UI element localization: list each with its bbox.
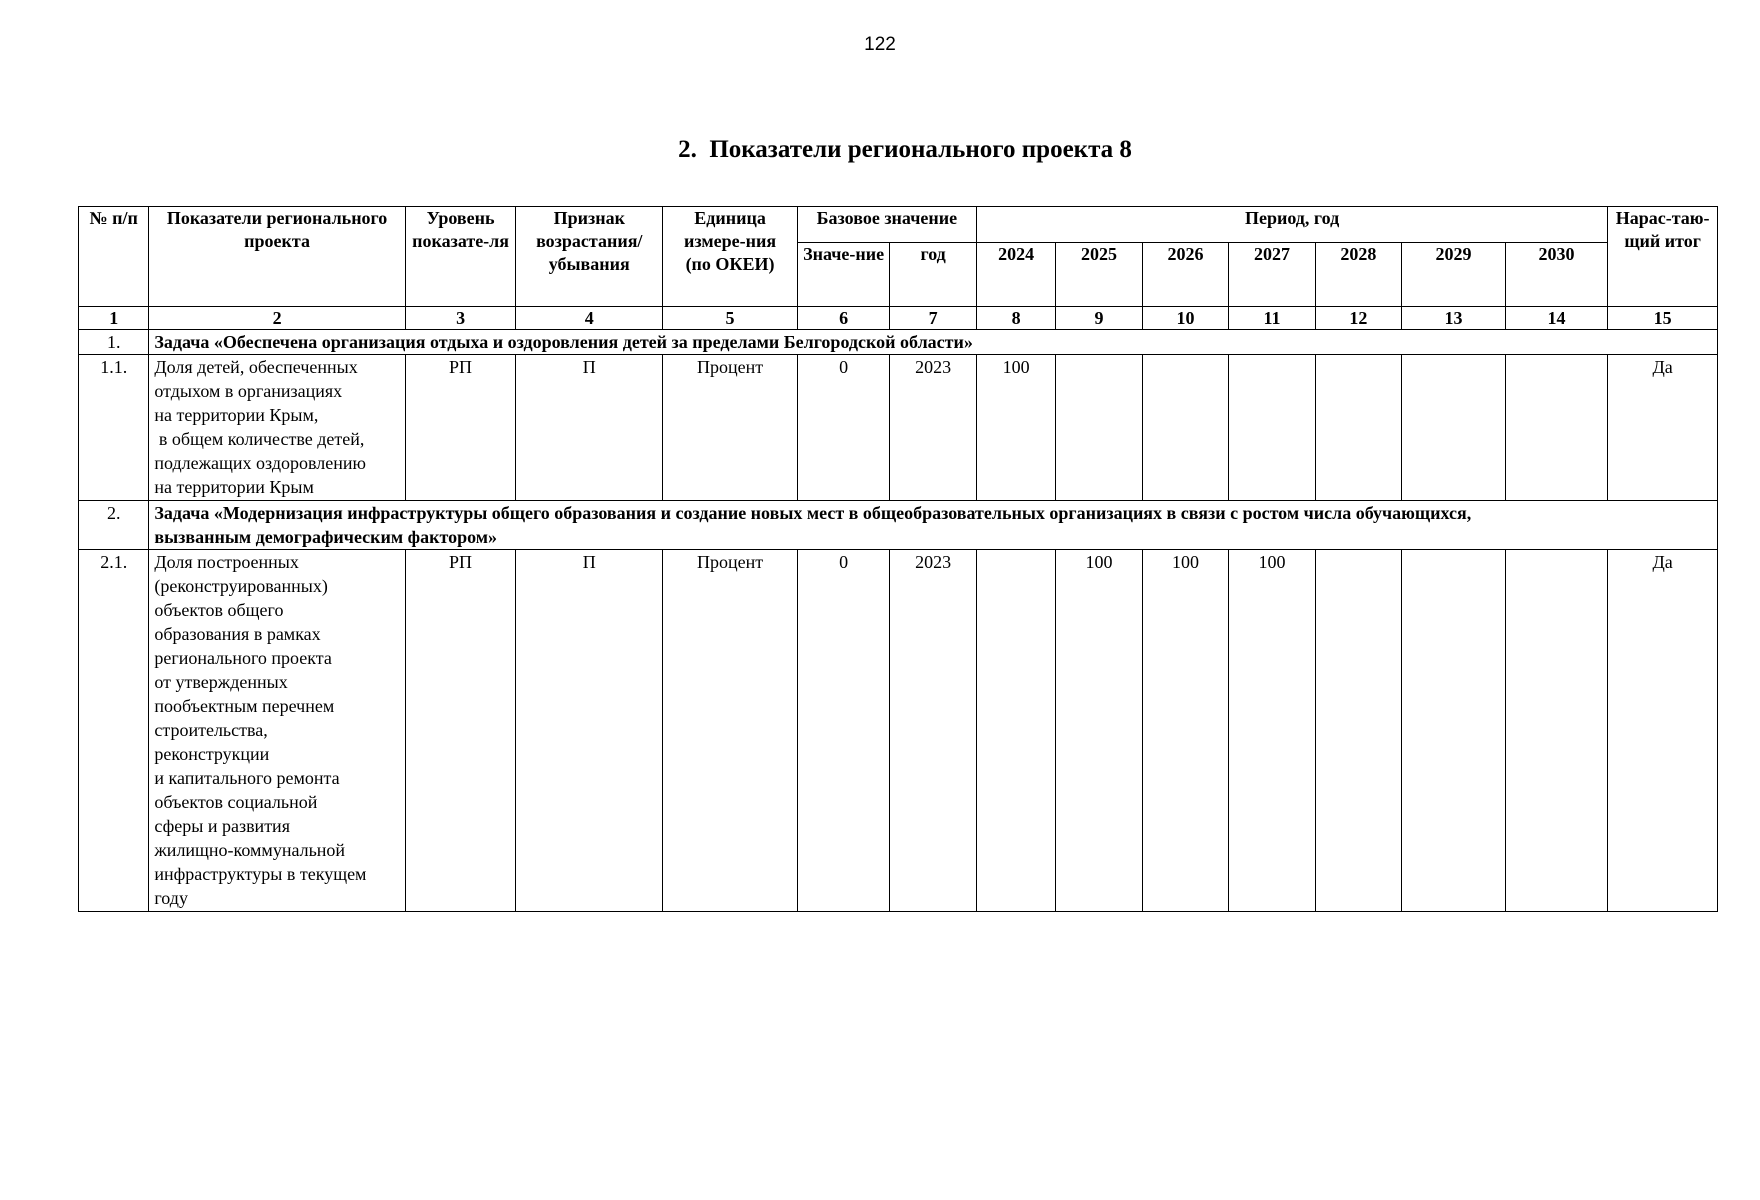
indicator-value-2028: [1315, 355, 1401, 501]
page-title: 2. Показатели регионального проекта 8: [678, 136, 1132, 163]
indicator-cumulative: Да: [1608, 550, 1718, 912]
indicator-value-2030: [1505, 550, 1608, 912]
header-num: № п/п: [79, 207, 149, 307]
task-title: Задача «Обеспечена организация отдыха и оздоровления детей за пределами Белгородской области»: [149, 330, 1718, 355]
header-year: 2025: [1056, 243, 1142, 307]
indicator-value-2029: [1402, 550, 1506, 912]
header-base: Базовое значение: [797, 207, 976, 243]
indicator-value-2028: [1315, 550, 1401, 912]
task-row: [79, 501, 1718, 550]
indicator-unit: Процент: [663, 355, 798, 501]
column-number: 2: [149, 307, 405, 330]
column-number: 7: [890, 307, 976, 330]
page-number: 122: [864, 34, 896, 55]
task-number: 1.: [79, 330, 149, 355]
column-number: 12: [1315, 307, 1401, 330]
header-unit: Единица измере-ния (по ОКЕИ): [663, 207, 798, 307]
indicator-value-2026: [1142, 355, 1228, 501]
column-number: 9: [1056, 307, 1142, 330]
header-base-year: год: [890, 243, 976, 307]
header-base-value: Значе-ние: [797, 243, 890, 307]
header-year: 2027: [1229, 243, 1315, 307]
column-number: 4: [516, 307, 663, 330]
header-cumulative: Нарас-таю-щий итог: [1608, 207, 1718, 307]
indicator-sign: П: [516, 355, 663, 501]
header-year: 2028: [1315, 243, 1401, 307]
indicator-base-year: 2023: [890, 355, 976, 501]
column-number: 10: [1142, 307, 1228, 330]
indicator-value-2024: [976, 550, 1055, 912]
column-number: 5: [663, 307, 798, 330]
column-number: 1: [79, 307, 149, 330]
indicator-value-2026: 100: [1142, 550, 1228, 912]
indicator-value-2027: 100: [1229, 550, 1315, 912]
indicator-cumulative: Да: [1608, 355, 1718, 501]
indicator-level: РП: [405, 355, 516, 501]
indicator-number: 2.1.: [79, 550, 149, 912]
indicator-value-2029: [1402, 355, 1506, 501]
column-number: 11: [1229, 307, 1315, 330]
header-period: Период, год: [976, 207, 1607, 243]
column-number: 14: [1505, 307, 1608, 330]
indicator-value-2027: [1229, 355, 1315, 501]
header-indicator: Показатели регионального проекта: [149, 207, 405, 307]
indicator-name: Доля построенных (реконструированных) объектов общего образования в рамках регионального проекта от утвержденных пообъектным перечнем строительства, реконструкции и капитального ремонта объектов социальной сферы и развития жилищно-коммунальной инфраструктуры в текущем году: [149, 550, 405, 912]
indicator-base-value: 0: [797, 355, 890, 501]
indicator-value-2025: 100: [1056, 550, 1142, 912]
indicator-row: [79, 550, 1718, 912]
indicator-value-2030: [1505, 355, 1608, 501]
header-year: 2024: [976, 243, 1055, 307]
column-number: 15: [1608, 307, 1718, 330]
task-number: 2.: [79, 501, 149, 550]
header-year: 2030: [1505, 243, 1608, 307]
header-row: [79, 207, 1718, 243]
indicator-unit: Процент: [663, 550, 798, 912]
column-number: 6: [797, 307, 890, 330]
column-number: 13: [1402, 307, 1506, 330]
indicator-row: [79, 355, 1718, 501]
task-row: [79, 330, 1718, 355]
header-year: 2026: [1142, 243, 1228, 307]
task-title: Задача «Модернизация инфраструктуры общего образования и создание новых мест в общеобразовательных организациях в связи с ростом числа обучающихся, вызванным демографическим фактором»: [149, 501, 1718, 550]
column-number: 3: [405, 307, 516, 330]
indicator-base-value: 0: [797, 550, 890, 912]
indicator-level: РП: [405, 550, 516, 912]
header-year: 2029: [1402, 243, 1506, 307]
indicator-value-2025: [1056, 355, 1142, 501]
indicator-number: 1.1.: [79, 355, 149, 501]
header-sign: Признак возрастания/ убывания: [516, 207, 663, 307]
column-number: 8: [976, 307, 1055, 330]
indicator-name: Доля детей, обеспеченных отдыхом в организациях на территории Крым, в общем количестве детей, подлежащих оздоровлению на территории Крым: [149, 355, 405, 501]
indicator-base-year: 2023: [890, 550, 976, 912]
header-level: Уровень показате-ля: [405, 207, 516, 307]
column-number-row: [79, 307, 1718, 330]
indicator-sign: П: [516, 550, 663, 912]
indicator-value-2024: 100: [976, 355, 1055, 501]
indicators-table: [78, 206, 1718, 912]
